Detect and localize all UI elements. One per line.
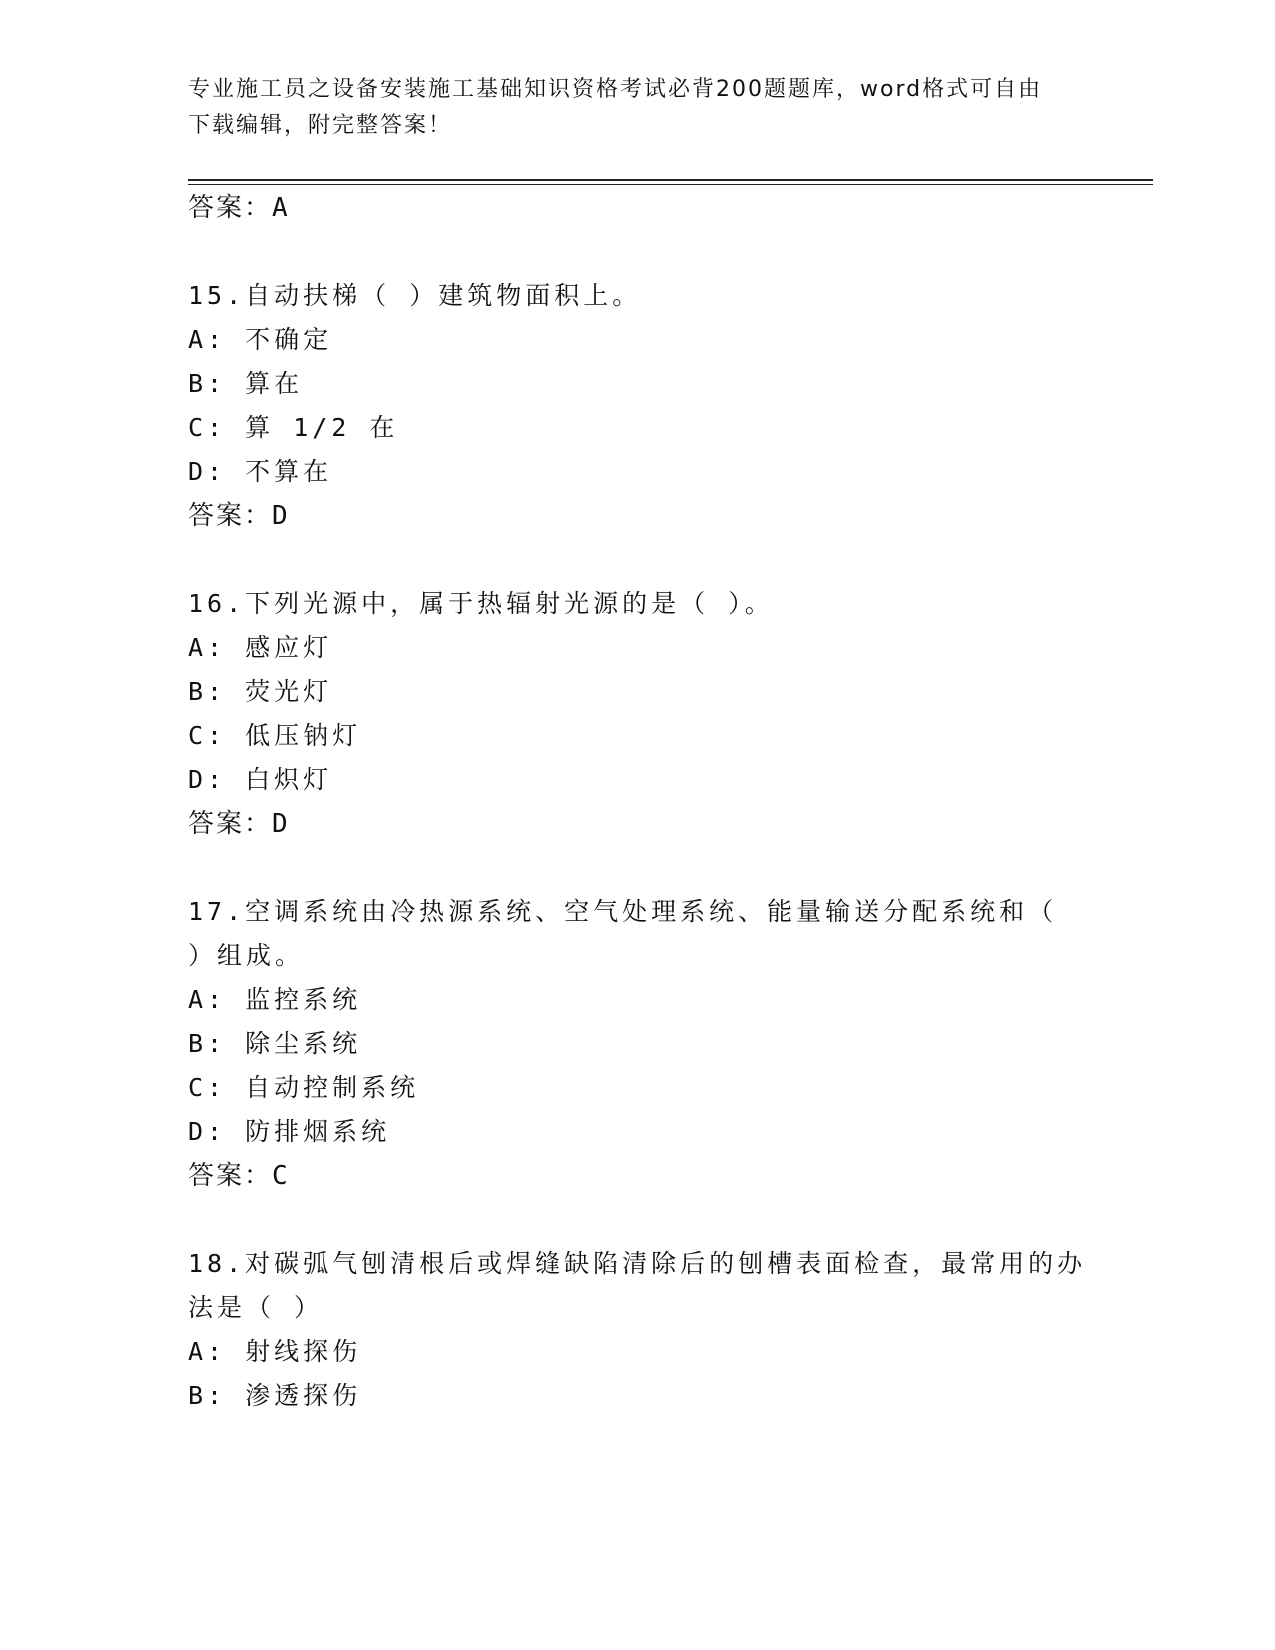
question-16-option-b: B: 荧光灯 [188, 677, 333, 706]
question-17-option-d: D: 防排烟系统 [188, 1117, 391, 1146]
question-18-option-b: B: 渗透探伤 [188, 1381, 362, 1410]
header-line-2: 下载编辑，附完整答案！ [188, 113, 453, 138]
question-17-stem-line-2: ）组成。 [188, 941, 305, 970]
question-17-answer [188, 1156, 290, 1196]
question-17-stem-line-1: 17.空调系统由冷热源系统、空气处理系统、能量输送分配系统和（ [188, 897, 1058, 926]
question-16-option-d: D: 白炽灯 [188, 765, 333, 794]
header-rule-thick [188, 179, 1153, 181]
answer-label: 答案： [188, 809, 273, 839]
question-17-option-b: B: 除尘系统 [188, 1029, 362, 1058]
question-18-stem-line-1: 18.对碳弧气刨清根后或焊缝缺陷清除后的刨槽表面检查，最常用的办 [188, 1249, 1087, 1278]
header-rule-thin [188, 184, 1153, 185]
question-16-stem: 16.下列光源中，属于热辐射光源的是（ ）。 [188, 589, 774, 618]
question-15-option-d: D: 不算在 [188, 457, 333, 486]
answer-label: 答案： [188, 501, 273, 531]
question-18-stem-line-2: 法是（ ） [188, 1293, 324, 1322]
question-17-option-c: C: 自动控制系统 [188, 1073, 420, 1102]
question-16-option-c: C: 低压钠灯 [188, 721, 362, 750]
question-18-option-a: A: 射线探伤 [188, 1337, 362, 1366]
question-15-stem: 15.自动扶梯（ ）建筑物面积上。 [188, 281, 642, 310]
question-17-option-a: A: 监控系统 [188, 985, 362, 1014]
question-15-option-a: A: 不确定 [188, 325, 333, 354]
answer-line-prev [188, 188, 290, 228]
question-16-option-a: A: 感应灯 [188, 633, 333, 662]
answer-value: D [272, 809, 290, 839]
answer-label: 答案： [188, 193, 273, 223]
answer-label: 答案： [188, 1161, 273, 1191]
question-16-answer [188, 804, 290, 844]
question-15-option-c: C: 算 1/2 在 [188, 413, 399, 442]
question-15-answer [188, 496, 290, 536]
header-line-1: 专业施工员之设备安装施工基础知识资格考试必背200题题库，word格式可自由 [188, 77, 1043, 102]
document-header [188, 72, 1088, 144]
question-15-option-b: B: 算在 [188, 369, 304, 398]
answer-value: C [272, 1161, 290, 1191]
answer-value: D [272, 501, 290, 531]
answer-value: A [272, 193, 290, 223]
